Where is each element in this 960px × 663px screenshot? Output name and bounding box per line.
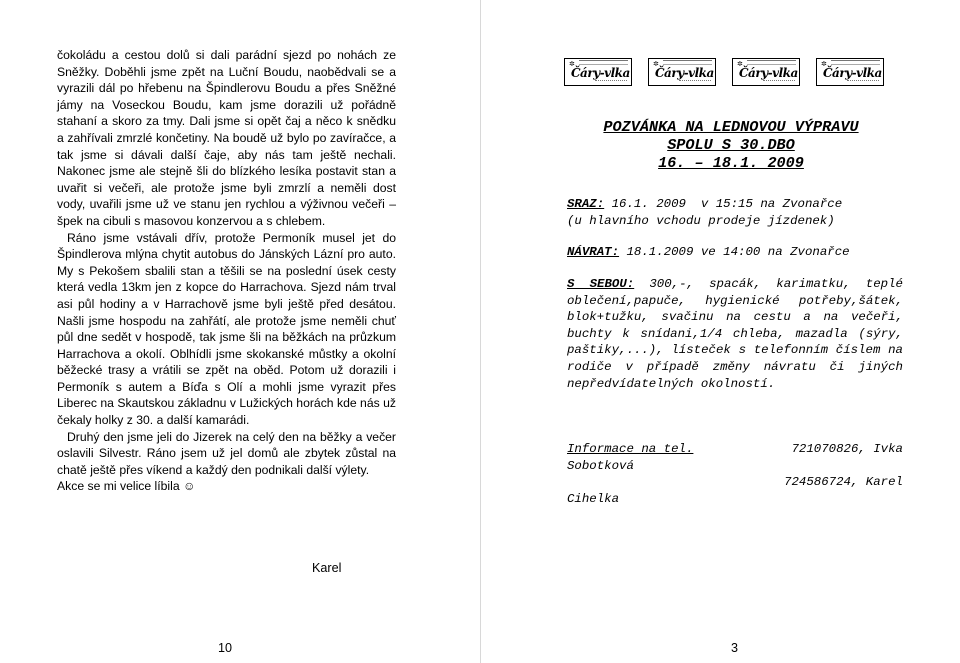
invitation-title <box>581 118 881 172</box>
contact-name-1: Sobotková <box>567 458 634 473</box>
meeting-section <box>567 196 903 229</box>
right-page <box>481 0 960 663</box>
paragraph-4: Akce se mi velice líbila ☺ <box>57 479 196 494</box>
contact-label: Informace na tel. <box>567 442 694 456</box>
contact-section <box>567 441 903 507</box>
logo-brand: Čáry-vlka <box>571 66 630 80</box>
paragraph-3: Druhý den jsme jeli do Jizerek na celý den na běžky a večer oslavili Silvestr. Ráno jsem už jel domů ale zbytek zůstal na chatě ještě přes víkend a každý den podnikali další výlety. <box>57 429 396 477</box>
meeting-place-note: (u hlavního vchodu prodeje jízdenek) <box>567 213 835 228</box>
cary-vlka-logo <box>648 58 716 86</box>
paragraph-1: čokoládu a cestou dolů si dali parádní sjezd po nohách ze Sněžky. Doběhli jsme zpět na Luční Boudu, naobědvali se a vyrazili dál po hřebenu na Špindlerovu Boudu a přes Sněžné jámy na Voseckou Boudu, kam jsme dorazili už pořádně stahaní a skoro za tmy. Dali jsme si opět čaj a něco k snědku a zahřívali zmrzlé končetiny. Na boudě už bylo po zavíračce, a tak jsme si dávali další čaje, aby nás tam ještě nechali. Nakonec jsme ale stejně šli do blízkého lesíka postavit stan a uvařit si večeři, ale protože jsme byli zmrzlí a neměli dost vody, uvařili jsme už ve stanu jen rychlou a výživnou večeři – špek na cibuli s masovou konzervou a s chlebem. <box>57 48 396 228</box>
contact-phone-2: 724586724, Karel <box>784 475 903 490</box>
star-icon: ✲ <box>653 60 659 68</box>
packing-section <box>567 276 903 392</box>
logo-brand: Čáry-vlka <box>655 66 714 80</box>
star-icon: ✲ <box>569 60 575 68</box>
return-time: 18.1.2009 ve 14:00 na Zvonařce <box>619 245 850 259</box>
cary-vlka-logo <box>732 58 800 86</box>
meeting-label: SRAZ: <box>567 197 605 211</box>
article-text <box>57 47 396 495</box>
title-line-3: 16. – 18.1. 2009 <box>658 154 804 172</box>
logo-brand: Čáry-vlka <box>739 66 798 80</box>
star-icon: ✲ <box>737 60 743 68</box>
contact-phone-1: 721070826, Ivka <box>791 442 903 456</box>
contact-name-2: Cihelka <box>567 491 620 506</box>
packing-label: S SEBOU: <box>567 277 635 291</box>
packing-list: 300,-, spacák, karimatku, teplé oblečení,papuče, hygienické potřeby,šátek, blok+tužku, svačinu na cestu a na večeři, buchty k snídani,1/4 chleba, mazadla (sýry, paštiky,...), lísteček s telefonním číslem na rodiče v případě změny návratu či jiných nepředvídatelných okolností. <box>567 277 903 391</box>
star-icon: ✲ <box>821 60 827 68</box>
cary-vlka-logo <box>816 58 884 86</box>
meeting-time: 16.1. 2009 v 15:15 na Zvonařce <box>604 197 843 211</box>
paragraph-2: Ráno jsme vstávali dřív, protože Permoník musel jet do Špindlerova mlýna chytit autobus do Jánských Lázní pro auto. My s Pekošem sbalili stan a těšili se na poslední úsek cesty která vedla 13km jen z kopce do Harrachova. Sjezd nám trval asi půl hodiny a v Harrachově jsme byli ještě před desátou. Našli jsme hospodu na zahřátí, ale protože jsme neměli chuť půl dne sedět v hospodě, tak jsme šli na běžkách na průzkum Harrachova a okolí. Oblhídli jsme skokanské můstky a okolní běžecké trasy a vrátili se zpět na oběd. Potom už dorazili i Permoník s autem a Bíďa s Olí a mohli jsme vyrazit přes Liberec na Skautskou základnu v Lužických horách kde nás už čekaly holky z 30. a další kamarádi. <box>57 230 396 428</box>
return-section <box>567 244 903 261</box>
signature: Karel <box>312 561 342 575</box>
cary-vlka-logo <box>564 58 632 86</box>
page-number-left: 10 <box>218 641 233 655</box>
return-label: NÁVRAT: <box>567 245 620 259</box>
page-number-right: 3 <box>731 641 739 655</box>
logo-row <box>564 58 884 86</box>
title-line-1: POZVÁNKA NA LEDNOVOU VÝPRAVU <box>603 118 859 136</box>
logo-brand: Čáry-vlka <box>823 66 882 80</box>
title-line-2: SPOLU S 30.DBO <box>667 136 795 154</box>
